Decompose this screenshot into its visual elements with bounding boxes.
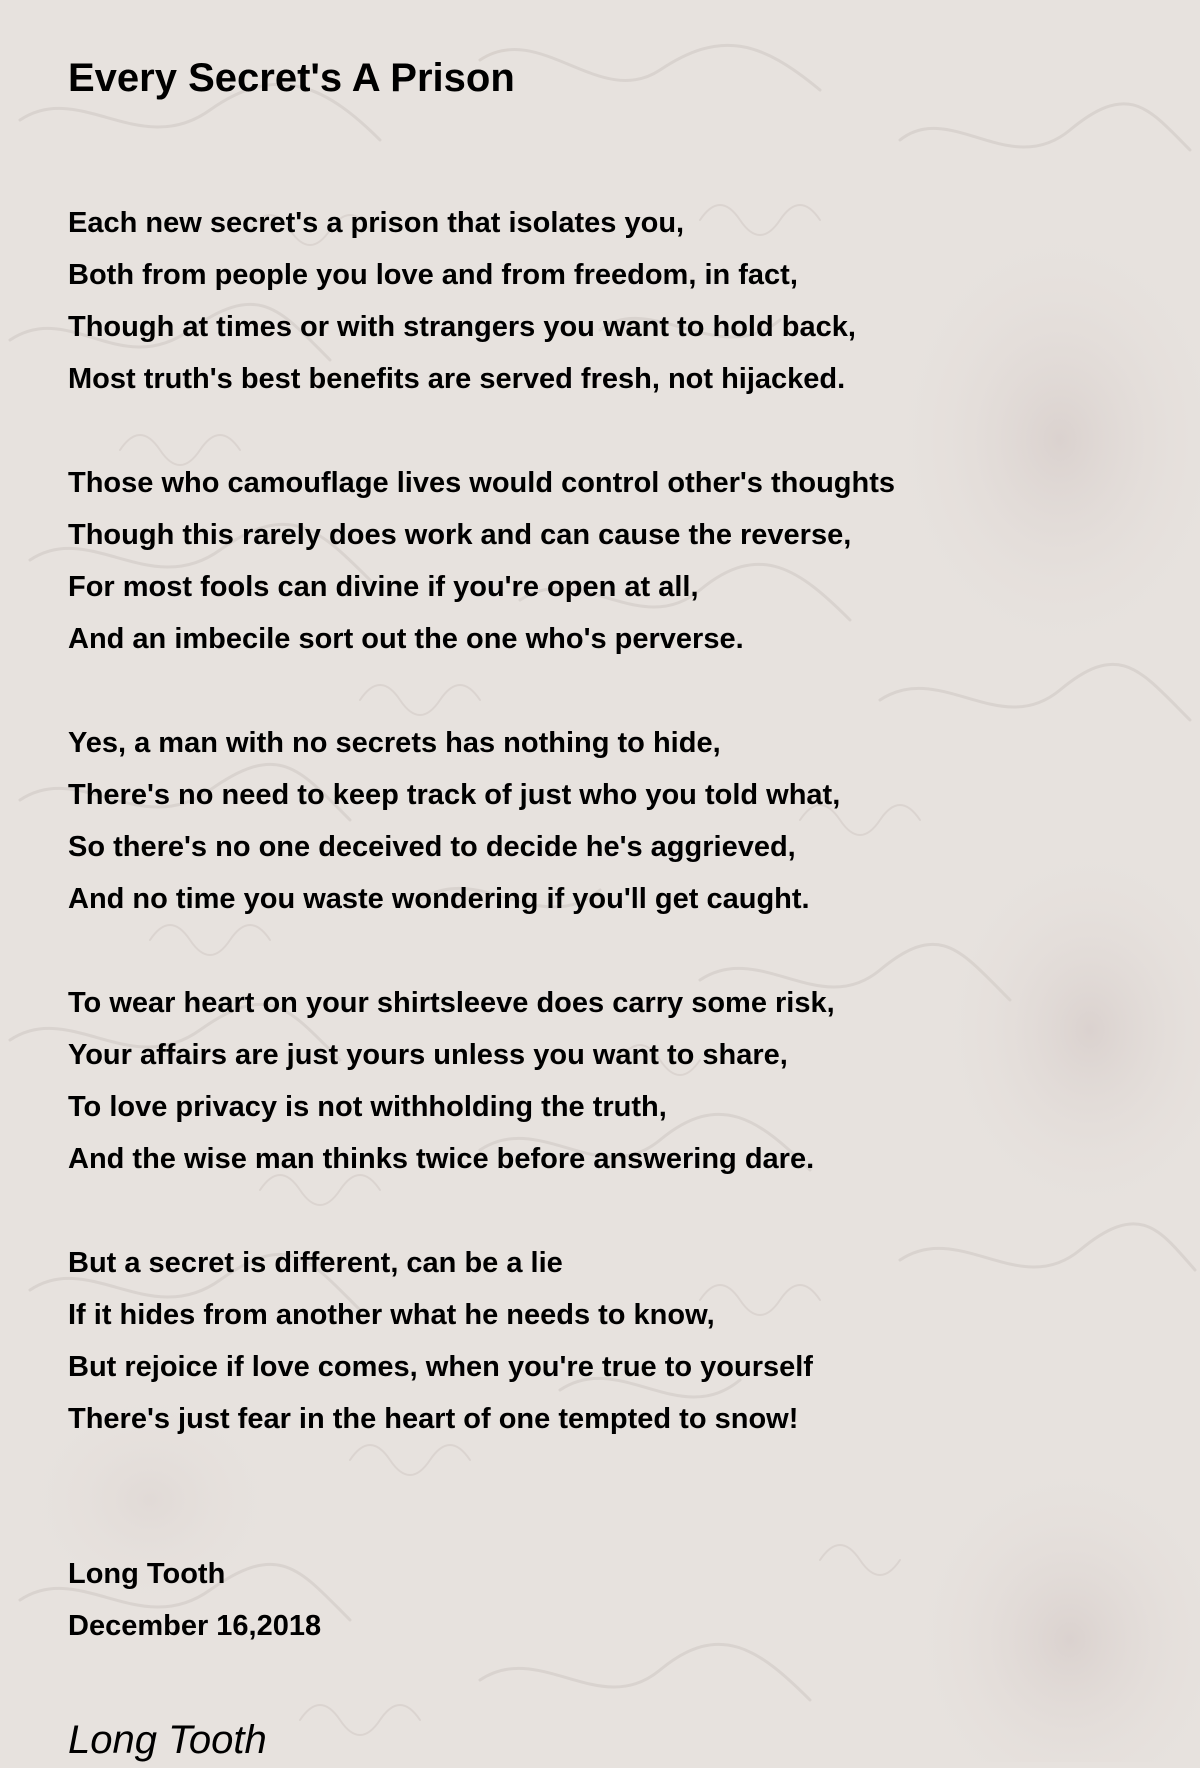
poem-line: And an imbecile sort out the one who's perverse. — [68, 623, 744, 655]
poem-line: Yes, a man with no secrets has nothing to hide, — [68, 727, 721, 759]
poem-line: If it hides from another what he needs to know, — [68, 1299, 715, 1331]
poem-line: But a secret is different, can be a lie — [68, 1247, 563, 1279]
stanza-4 — [68, 977, 1128, 1185]
stanza-5 — [68, 1237, 1128, 1445]
poem-line: Your affairs are just yours unless you want to share, — [68, 1039, 788, 1071]
poem-line: So there's no one deceived to decide he's aggrieved, — [68, 831, 796, 863]
poem-line: Those who camouflage lives would control other's thoughts — [68, 467, 896, 499]
poem-line: There's no need to keep track of just who you told what, — [68, 779, 841, 811]
poem-line: But rejoice if love comes, when you're true to yourself — [68, 1351, 813, 1383]
poem-line: Though this rarely does work and can cause the reverse, — [68, 519, 852, 551]
poem-line: To love privacy is not withholding the truth, — [68, 1091, 667, 1123]
poem-line: There's just fear in the heart of one tempted to snow! — [68, 1403, 799, 1435]
poem-title: Every Secret's A Prison — [68, 56, 515, 100]
author-name: Long Tooth — [68, 1558, 226, 1590]
author-signature: Long Tooth — [68, 1718, 267, 1762]
poem-line: Though at times or with strangers you want to hold back, — [68, 311, 856, 343]
poem-line: And no time you waste wondering if you'll get caught. — [68, 883, 810, 915]
poem-line: Both from people you love and from freedom, in fact, — [68, 259, 798, 291]
poem-line: Each new secret's a prison that isolates you, — [68, 207, 685, 239]
stanza-1 — [68, 197, 1128, 405]
poem-line: Most truth's best benefits are served fresh, not hijacked. — [68, 363, 846, 395]
poem-line: And the wise man thinks twice before answering dare. — [68, 1143, 815, 1175]
stanza-3 — [68, 717, 1128, 925]
poem-line: For most fools can divine if you're open at all, — [68, 571, 699, 603]
attribution — [68, 1548, 1128, 1652]
poem-line: To wear heart on your shirtsleeve does carry some risk, — [68, 987, 835, 1019]
poem-container — [68, 50, 1128, 1768]
poem-body — [68, 197, 1128, 1445]
poem-date: December 16,2018 — [68, 1610, 322, 1642]
stanza-2 — [68, 457, 1128, 665]
